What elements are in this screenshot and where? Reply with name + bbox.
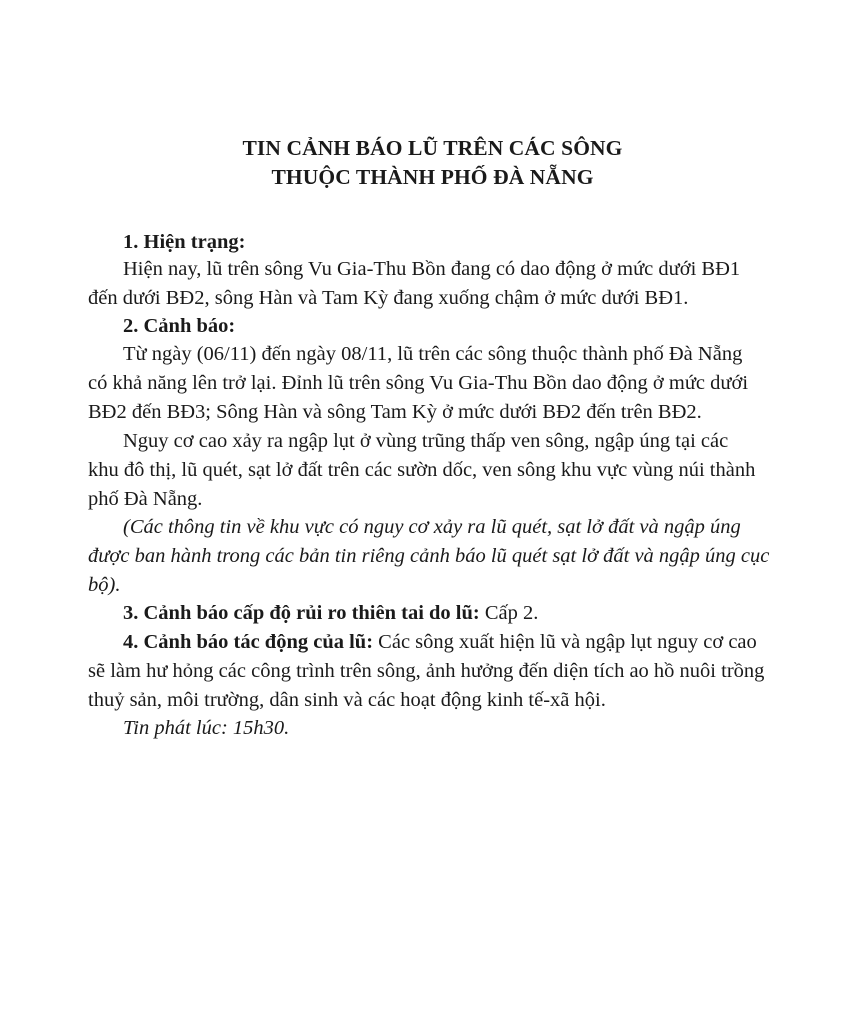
section-2-note-line-3: bộ). [88,574,121,596]
section-2-para-1-line-2: có khả năng lên trở lại. Đỉnh lũ trên sông Vu Gia-Thu Bồn dao động ở mức dưới [88,372,749,394]
section-1-line-1: Hiện nay, lũ trên sông Vu Gia-Thu Bồn đang có dao động ở mức dưới BĐ1 [123,258,741,280]
section-2-note-line-1: (Các thông tin về khu vực có nguy cơ xảy ra lũ quét, sạt lở đất và ngập úng [123,516,741,538]
section-4-line-2: sẽ làm hư hỏng các công trình trên sông, ảnh hưởng đến diện tích ao hồ nuôi trồng [88,660,765,682]
section-3-heading: 3. Cảnh báo cấp độ rủi ro thiên tai do lũ: [123,602,480,624]
section-1-heading: 1. Hiện trạng: [123,231,246,253]
document-title-line-2: THUỘC THÀNH PHỐ ĐÀ NẴNG [271,165,594,189]
issued-time: Tin phát lúc: 15h30. [123,717,290,739]
section-1-line-2: đến dưới BĐ2, sông Hàn và Tam Kỳ đang xuống chậm ở mức dưới BĐ1. [88,287,689,309]
section-4-heading: 4. Cảnh báo tác động của lũ: [123,631,374,653]
section-2-para-2-line-2: khu đô thị, lũ quét, sạt lở đất trên các sườn dốc, ven sông khu vực vùng núi thành [88,459,756,481]
section-2-heading: 2. Cảnh báo: [123,315,236,337]
section-4-text-1: Các sông xuất hiện lũ và ngập lụt nguy cơ cao [373,631,757,653]
document-title-line-1: TIN CẢNH BÁO LŨ TRÊN CÁC SÔNG [242,136,623,160]
section-3-line [123,602,538,625]
section-2-para-2-line-1: Nguy cơ cao xảy ra ngập lụt ở vùng trũng thấp ven sông, ngập úng tại các [123,430,729,452]
section-3-value: Cấp 2. [479,602,539,624]
section-4-line-3: thuỷ sản, môi trường, dân sinh và các hoạt động kinh tế-xã hội. [88,689,606,711]
section-2-para-1-line-1: Từ ngày (06/11) đến ngày 08/11, lũ trên các sông thuộc thành phố Đà Nẵng [123,343,743,365]
section-2-para-1-line-3: BĐ2 đến BĐ3; Sông Hàn và sông Tam Kỳ ở mức dưới BĐ2 đến trên BĐ2. [88,401,702,423]
section-2-note-line-2: được ban hành trong các bản tin riêng cảnh báo lũ quét sạt lở đất và ngập úng cục [88,545,770,567]
section-2-para-2-line-3: phố Đà Nẵng. [88,488,203,510]
section-4-line-1 [123,631,757,654]
